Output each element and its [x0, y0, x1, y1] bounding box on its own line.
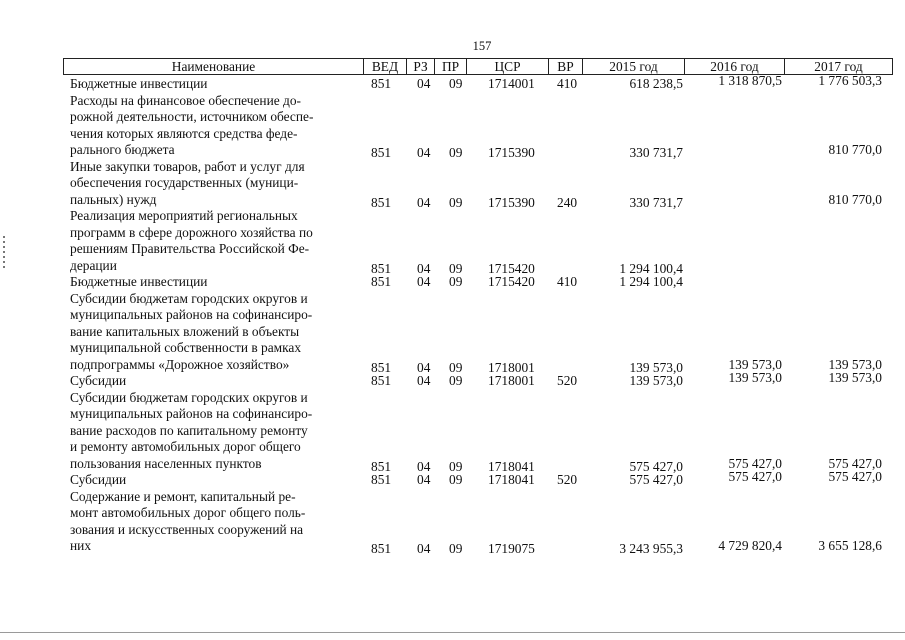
row-name-line: Расходы на финансовое обеспечение до- — [70, 92, 302, 108]
table-row — [0, 291, 905, 374]
row-ved: 851 — [371, 472, 392, 487]
row-name-line: муниципальных районов на софинансиро- — [70, 406, 313, 421]
header-2017: 2017 год — [784, 59, 892, 74]
row-y2015: 139 573,0 — [629, 373, 683, 388]
row-pr: 09 — [449, 274, 463, 289]
bottom-rule — [0, 632, 905, 633]
page-number: 157 — [472, 39, 492, 53]
row-y2017: 810 770,0 — [828, 191, 882, 207]
row-name-line: пользования населенных пунктов — [70, 455, 262, 471]
header-2015: 2015 год — [582, 59, 684, 74]
row-name-line: зования и искусственных сооружений на — [70, 521, 304, 537]
row-name — [70, 489, 360, 555]
row-name-line: пальных) нужд — [70, 191, 157, 207]
row-name-line: вание расходов по капитальному ремонту — [70, 422, 308, 438]
scan-margin-mark — [3, 236, 5, 270]
row-rz: 04 — [417, 145, 431, 160]
row-csr: 1718001 — [488, 359, 535, 375]
row-name — [70, 472, 360, 489]
row-csr: 1715420 — [488, 260, 535, 276]
row-name — [70, 274, 360, 291]
row-rz: 04 — [417, 274, 431, 289]
row-y2017: 1 776 503,3 — [818, 73, 882, 88]
table-row — [0, 159, 905, 209]
row-vr: 410 — [557, 274, 578, 289]
header-ved: ВЕД — [363, 59, 406, 74]
row-y2015: 330 731,7 — [629, 145, 683, 160]
header-pr: ПР — [434, 59, 466, 74]
row-rz: 04 — [417, 359, 431, 375]
row-rz: 04 — [417, 373, 431, 388]
row-name — [70, 159, 360, 209]
row-name-line: Субсидии бюджетам городских округов и — [70, 290, 308, 306]
row-name-line: чения которых являются средства феде- — [70, 125, 298, 141]
row-pr: 09 — [449, 541, 463, 556]
row-name — [70, 390, 360, 473]
row-name-line: Субсидии бюджетам городских округов и — [70, 389, 308, 405]
header-name: Наименование — [171, 59, 256, 74]
row-y2017: 139 573,0 — [828, 356, 882, 372]
row-name — [70, 93, 360, 159]
row-vr: 410 — [557, 76, 578, 91]
row-csr: 1718001 — [488, 373, 535, 388]
table-row — [0, 370, 905, 390]
row-name-line: решениям Правительства Российской Фе- — [70, 241, 310, 256]
row-ved: 851 — [371, 373, 392, 388]
row-csr: 1715390 — [488, 194, 535, 210]
row-y2015: 618 238,5 — [629, 76, 683, 91]
row-csr: 1714001 — [488, 76, 535, 91]
row-ved: 851 — [371, 76, 392, 91]
row-pr: 09 — [449, 194, 463, 210]
row-csr: 1715420 — [488, 274, 535, 289]
row-y2015: 575 427,0 — [629, 472, 683, 487]
row-ved: 851 — [371, 458, 392, 474]
row-name-line: дерации — [70, 257, 117, 273]
row-name-line: Субсидии — [70, 373, 127, 388]
table-row — [0, 93, 905, 159]
row-name-line: программ в сфере дорожного хозяйства по — [70, 224, 313, 240]
row-rz: 04 — [417, 472, 431, 487]
row-vr: 520 — [557, 373, 578, 388]
row-name-line: Субсидии — [70, 472, 127, 487]
row-y2015: 330 731,7 — [629, 194, 683, 210]
row-name-line: обеспечения государственных (муници- — [70, 175, 299, 190]
row-pr: 09 — [449, 472, 463, 487]
table-row — [0, 73, 905, 93]
row-y2016: 575 427,0 — [728, 469, 782, 484]
row-ved: 851 — [371, 359, 392, 375]
row-y2016: 1 318 870,5 — [718, 73, 782, 88]
row-name-line: Содержание и ремонт, капитальный ре- — [70, 488, 296, 504]
row-name-line: монт автомобильных дорог общего поль- — [70, 505, 306, 520]
row-y2015: 1 294 100,4 — [619, 260, 683, 276]
row-rz: 04 — [417, 194, 431, 210]
row-y2017: 575 427,0 — [828, 455, 882, 471]
row-csr: 1719075 — [488, 541, 535, 556]
table-row — [0, 489, 905, 555]
row-pr: 09 — [449, 373, 463, 388]
row-csr: 1718041 — [488, 472, 535, 487]
row-name-line: и ремонту автомобильных дорог общего — [70, 439, 301, 454]
row-name-line: них — [70, 538, 92, 553]
row-vr: 520 — [557, 472, 578, 487]
row-csr: 1715390 — [488, 145, 535, 160]
row-y2017: 139 573,0 — [828, 370, 882, 385]
row-vr: 240 — [557, 194, 578, 210]
header-2016: 2016 год — [684, 59, 784, 74]
row-y2017: 575 427,0 — [828, 469, 882, 484]
header-rz: РЗ — [406, 59, 434, 74]
row-name-line: вание капитальных вложений в объекты — [70, 323, 300, 339]
row-csr: 1718041 — [488, 458, 535, 474]
row-name-line: Бюджетные инвестиции — [70, 274, 208, 289]
row-y2015: 3 243 955,3 — [619, 541, 683, 556]
row-name-line: муниципальных районов на софинансиро- — [70, 307, 313, 322]
row-name-line: рального бюджета — [70, 142, 175, 157]
row-name-line: подпрограммы «Дорожное хозяйство» — [70, 356, 290, 372]
row-name — [70, 291, 360, 374]
row-ved: 851 — [371, 274, 392, 289]
row-name-line: муниципальной собственности в рамках — [70, 340, 302, 355]
row-y2016: 139 573,0 — [728, 356, 782, 372]
row-ved: 851 — [371, 541, 392, 556]
row-name — [70, 76, 360, 93]
table-row — [0, 208, 905, 274]
table-row — [0, 390, 905, 473]
table-row — [0, 469, 905, 489]
row-name-line: рожной деятельности, источником обеспе- — [70, 109, 314, 124]
row-rz: 04 — [417, 260, 431, 276]
row-y2017: 810 770,0 — [828, 142, 882, 157]
row-rz: 04 — [417, 541, 431, 556]
row-name-line: Бюджетные инвестиции — [70, 76, 208, 91]
row-pr: 09 — [449, 359, 463, 375]
row-name — [70, 373, 360, 390]
row-name-line: Иные закупки товаров, работ и услуг для — [70, 158, 305, 174]
row-rz: 04 — [417, 76, 431, 91]
row-y2015: 139 573,0 — [629, 359, 683, 375]
row-name — [70, 208, 360, 274]
row-pr: 09 — [449, 145, 463, 160]
row-name-line: Реализация мероприятий региональных — [70, 208, 298, 223]
row-ved: 851 — [371, 145, 392, 160]
row-y2016: 4 729 820,4 — [718, 538, 782, 553]
header-vr: ВР — [548, 59, 582, 74]
row-y2015: 1 294 100,4 — [619, 274, 683, 289]
row-pr: 09 — [449, 260, 463, 276]
header-csr: ЦСР — [466, 59, 548, 74]
row-ved: 851 — [371, 194, 392, 210]
row-y2017: 3 655 128,6 — [818, 538, 882, 553]
row-y2016: 139 573,0 — [728, 370, 782, 385]
row-y2015: 575 427,0 — [629, 458, 683, 474]
row-pr: 09 — [449, 76, 463, 91]
row-y2016: 575 427,0 — [728, 455, 782, 471]
row-pr: 09 — [449, 458, 463, 474]
row-ved: 851 — [371, 260, 392, 276]
row-rz: 04 — [417, 458, 431, 474]
table-row — [0, 274, 905, 291]
